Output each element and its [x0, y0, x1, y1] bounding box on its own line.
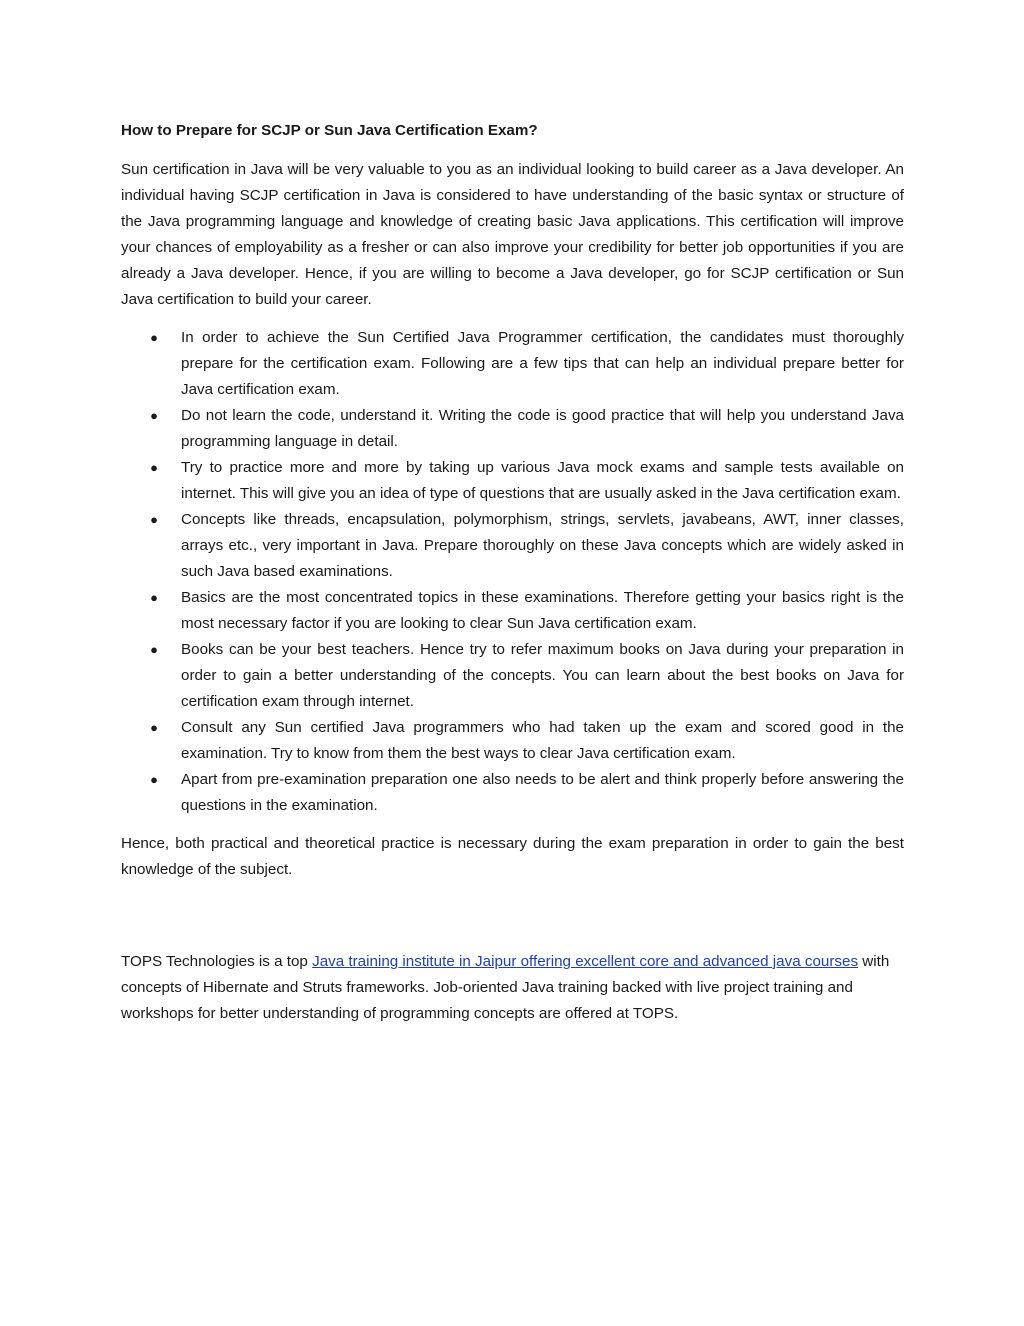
conclusion-paragraph: Hence, both practical and theoretical practice is necessary during the exam preparation in order to gain the best knowledge of the subject.: [121, 835, 904, 878]
footer-paragraph: [121, 949, 904, 1027]
list-item: [150, 325, 904, 403]
list-item-text: Concepts like threads, encapsulation, polymorphism, strings, servlets, javabeans, AWT, inner classes, arrays etc., very important in Java. Prepare thoroughly on these Java concepts which are widely asked in such Java based examinations.: [181, 511, 904, 580]
footer-text-after: with concepts of Hibernate and Struts frameworks. Job-oriented Java training backed with live project training and workshops for better understanding of programming concepts are offered at TOPS.: [121, 953, 890, 1022]
list-item-text: Apart from pre-examination preparation one also needs to be alert and think properly before answering the questions in the examination.: [181, 771, 904, 814]
training-institute-link[interactable]: Java training institute in Jaipur offering excellent core and advanced java courses: [312, 953, 859, 970]
bullet-icon: ●: [150, 772, 158, 787]
document-page: [121, 118, 904, 1027]
list-item-text: In order to achieve the Sun Certified Java Programmer certification, the candidates must thoroughly prepare for the certification exam. Following are a few tips that can help an individual prepare better for Java certification exam.: [181, 329, 904, 398]
list-item: [150, 455, 904, 507]
list-item: [150, 637, 904, 715]
bullet-icon: ●: [150, 330, 158, 345]
list-item: [150, 767, 904, 819]
list-item: [150, 715, 904, 767]
section-spacer: [121, 895, 904, 949]
list-item: [150, 403, 904, 455]
document-title: How to Prepare for SCJP or Sun Java Certification Exam?: [121, 122, 538, 139]
bullet-icon: ●: [150, 590, 158, 605]
list-item-text: Try to practice more and more by taking up various Java mock exams and sample tests available on internet. This will give you an idea of type of questions that are usually asked in the Java certification exam.: [181, 459, 904, 502]
bullet-icon: ●: [150, 720, 158, 735]
bullet-icon: ●: [150, 460, 158, 475]
list-item-text: Books can be your best teachers. Hence try to refer maximum books on Java during your preparation in order to gain a better understanding of the concepts. You can learn about the best books on Java for certification exam through internet.: [181, 641, 904, 710]
list-item: [150, 507, 904, 585]
list-item-text: Basics are the most concentrated topics in these examinations. Therefore getting your basics right is the most necessary factor if you are looking to clear Sun Java certification exam.: [181, 589, 904, 632]
bullet-icon: ●: [150, 408, 158, 423]
tips-list: [121, 325, 904, 819]
intro-paragraph: Sun certification in Java will be very valuable to you as an individual looking to build career as a Java developer. An individual having SCJP certification in Java is considered to have understanding of the basic syntax or structure of the Java programming language and knowledge of creating basic Java applications. This certification will improve your chances of employability as a fresher or can also improve your credibility for better job opportunities if you are already a Java developer. Hence, if you are willing to become a Java developer, go for SCJP certification or Sun Java certification to build your career.: [121, 161, 904, 308]
footer-text-before: TOPS Technologies is a top: [121, 953, 313, 970]
bullet-icon: ●: [150, 512, 158, 527]
list-item-text: Do not learn the code, understand it. Writing the code is good practice that will help you understand Java programming language in detail.: [181, 407, 904, 450]
bullet-icon: ●: [150, 642, 158, 657]
list-item-text: Consult any Sun certified Java programmers who had taken up the exam and scored good in the examination. Try to know from them the best ways to clear Java certification exam.: [181, 719, 904, 762]
list-item: [150, 585, 904, 637]
